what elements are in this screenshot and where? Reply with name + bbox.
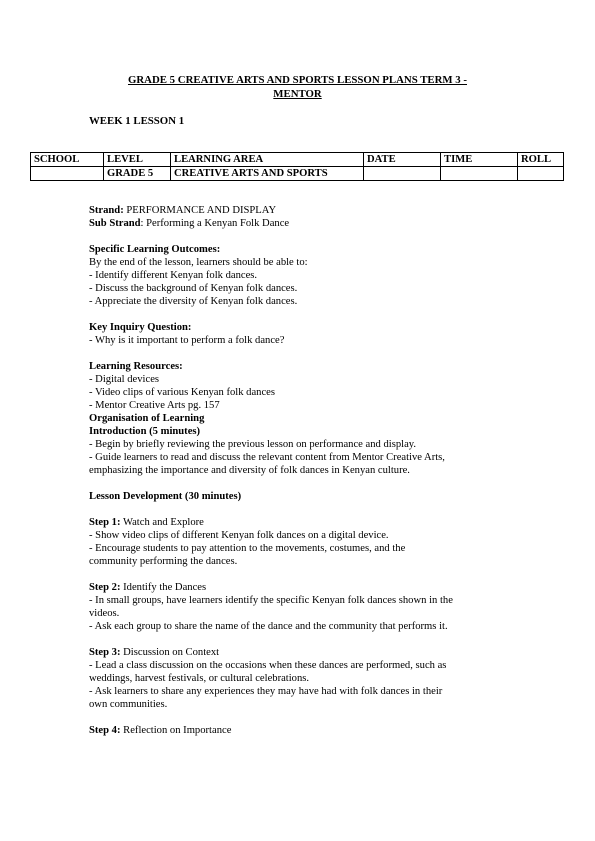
outcomes-heading: Specific Learning Outcomes: <box>89 244 221 255</box>
title-line-1: GRADE 5 CREATIVE ARTS AND SPORTS LESSON PLANS TERM 3 - <box>127 74 467 86</box>
step-line: - In small groups, have learners identify the specific Kenyan folk dances shown in the <box>89 595 453 606</box>
step-line: - Encourage students to pay attention to the movements, costumes, and the <box>89 543 406 554</box>
strand-line <box>89 204 529 217</box>
week-lesson-heading: WEEK 1 LESSON 1 <box>89 115 185 127</box>
step-line: - Show video clips of different Kenyan folk dances on a digital device. <box>89 530 389 541</box>
sub-strand-line <box>89 217 529 230</box>
organisation-heading: Organisation of Learning <box>89 413 205 424</box>
inquiry-heading: Key Inquiry Question: <box>89 322 192 333</box>
list-item: - Guide learners to read and discuss the relevant content from Mentor Creative Arts, <box>89 452 445 463</box>
list-item: - Mentor Creative Arts pg. 157 <box>89 400 220 411</box>
step-heading: Step 2: Identify the Dances <box>89 582 207 593</box>
resources-heading: Learning Resources: <box>89 361 183 372</box>
step-line: weddings, harvest festivals, or cultural celebrations. <box>89 673 310 684</box>
table-cell: CREATIVE ARTS AND SPORTS <box>171 167 364 181</box>
title-line-2: MENTOR <box>273 88 322 100</box>
table-row <box>31 167 564 181</box>
table-cell <box>441 167 518 181</box>
table-cell <box>518 167 564 181</box>
list-item: emphasizing the importance and diversity of folk dances in Kenyan culture. <box>89 465 410 476</box>
strand-label: Strand: <box>89 205 124 216</box>
table-header-cell: DATE <box>364 153 441 167</box>
step-line: community performing the dances. <box>89 556 238 567</box>
strand-value: PERFORMANCE AND DISPLAY <box>123 205 277 216</box>
table-header-cell: SCHOOL <box>31 153 104 167</box>
table-header-row <box>31 153 564 167</box>
list-item: - Begin by briefly reviewing the previous lesson on performance and display. <box>89 439 417 450</box>
lesson-content <box>89 204 529 737</box>
sub-strand-label: Sub Strand <box>89 218 141 229</box>
list-item: - Digital devices <box>89 374 160 385</box>
introduction-heading: Introduction (5 minutes) <box>89 426 201 437</box>
list-item: - Identify different Kenyan folk dances. <box>89 270 258 281</box>
sub-strand-value: : Performing a Kenyan Folk Dance <box>140 218 290 229</box>
list-item: - Discuss the background of Kenyan folk dances. <box>89 283 298 294</box>
table-cell <box>31 167 104 181</box>
table-header-cell: TIME <box>441 153 518 167</box>
development-heading: Lesson Development (30 minutes) <box>89 491 242 502</box>
table-header-cell: LEVEL <box>104 153 171 167</box>
document-title <box>90 73 505 101</box>
list-item: - Video clips of various Kenyan folk dances <box>89 387 275 398</box>
step-line: - Ask each group to share the name of the dance and the community that performs it. <box>89 621 448 632</box>
step-line: - Lead a class discussion on the occasions when these dances are performed, such as <box>89 660 447 671</box>
list-item: - Appreciate the diversity of Kenyan folk dances. <box>89 296 298 307</box>
step-line: - Ask learners to share any experiences they may have had with folk dances in their <box>89 686 443 697</box>
outcomes-intro: By the end of the lesson, learners should be able to: <box>89 257 308 268</box>
step-heading: Step 1: Watch and Explore <box>89 517 204 528</box>
step-heading: Step 4: Reflection on Importance <box>89 725 232 736</box>
table-header-cell: LEARNING AREA <box>171 153 364 167</box>
table-cell <box>364 167 441 181</box>
step-heading: Step 3: Discussion on Context <box>89 647 220 658</box>
table-header-cell: ROLL <box>518 153 564 167</box>
list-item: - Why is it important to perform a folk dance? <box>89 335 285 346</box>
table-cell: GRADE 5 <box>104 167 171 181</box>
lesson-info-table <box>30 152 564 181</box>
step-line: videos. <box>89 608 120 619</box>
step-line: own communities. <box>89 699 168 710</box>
